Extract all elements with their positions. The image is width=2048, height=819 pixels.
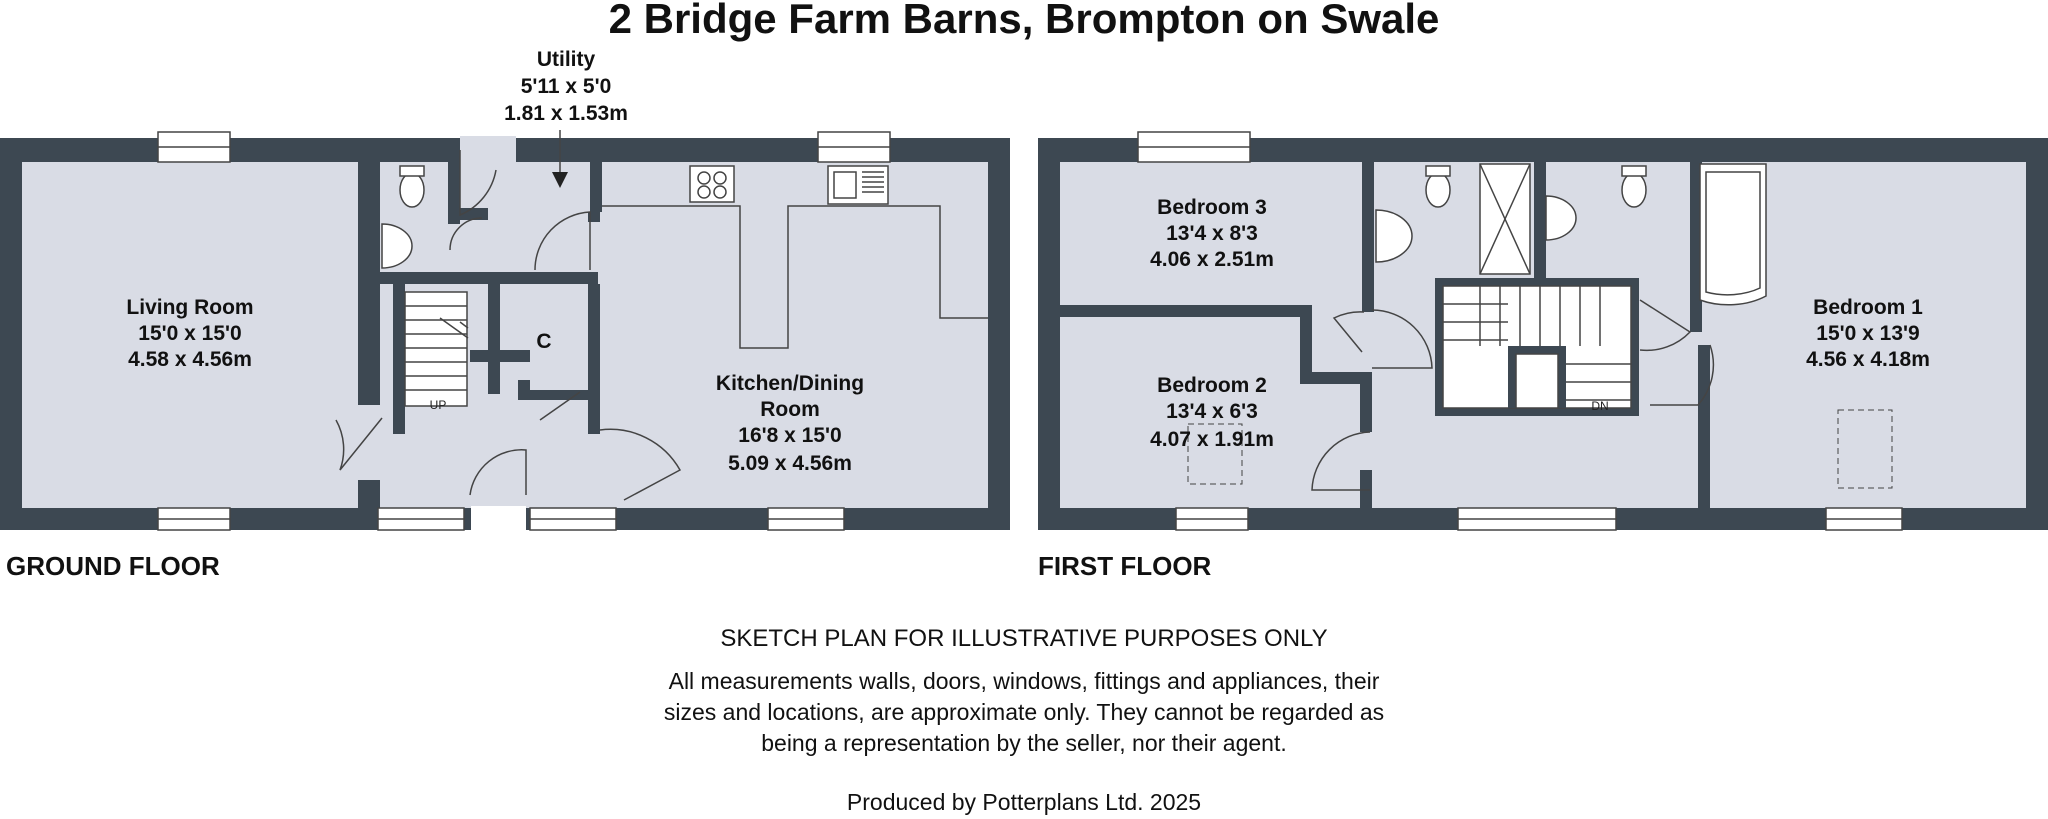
kitchen-metric: 5.09 x 4.56m: [728, 452, 852, 475]
disclaimer-block: [664, 625, 1384, 815]
credit-line: Produced by Potterplans Ltd. 2025: [846, 789, 1202, 815]
disclaimer-line-2: sizes and locations, are approximate only. They cannot be regarded as: [663, 699, 1385, 725]
bedroom-3-name: Bedroom 3: [1157, 196, 1267, 219]
bedroom-3-wall: [1060, 305, 1310, 317]
disclaimer-line-3: being a representation by the seller, nor their agent.: [761, 730, 1287, 756]
first-floor-plan: [1038, 132, 2048, 581]
bedroom-2-metric: 4.07 x 1.91m: [1150, 428, 1274, 451]
bedroom-1-imperial: 15'0 x 13'9: [1816, 322, 1920, 345]
disclaimer-heading: SKETCH PLAN FOR ILLUSTRATIVE PURPOSES ONLY: [720, 625, 1328, 652]
disclaimer-line-1: All measurements walls, doors, windows, fittings and appliances, their: [668, 668, 1380, 694]
living-room-name: Living Room: [126, 296, 254, 319]
kitchen-name-line2: Room: [760, 398, 820, 421]
staircase: [405, 292, 467, 406]
living-room-metric: 4.58 x 4.56m: [128, 348, 252, 371]
utility-name: Utility: [536, 48, 596, 71]
ground-floor-plan: [0, 48, 1010, 581]
toilet: [1622, 173, 1646, 207]
toilet: [400, 173, 424, 207]
kitchen-name-line1: Kitchen/Dining: [715, 372, 865, 395]
cupboard-label: C: [536, 330, 552, 353]
stairs-up-label: UP: [429, 398, 447, 412]
ground-floor-label: GROUND FLOOR: [6, 551, 220, 581]
front-entrance-gap: [471, 506, 526, 532]
toilet: [1426, 173, 1450, 207]
kitchen-imperial: 16'8 x 15'0: [738, 424, 842, 447]
bedroom-3-imperial: 13'4 x 8'3: [1166, 222, 1258, 245]
utility-metric: 1.81 x 1.53m: [504, 102, 628, 125]
bedroom-2-name: Bedroom 2: [1157, 374, 1267, 397]
page-title: 2 Bridge Farm Barns, Brompton on Swale: [608, 0, 1440, 42]
hob: [690, 166, 734, 202]
bedroom-1-name: Bedroom 1: [1813, 296, 1923, 319]
bedroom-3-metric: 4.06 x 2.51m: [1150, 248, 1274, 271]
stair-hall-wall: [380, 272, 598, 284]
first-floor-label: FIRST FLOOR: [1038, 551, 1212, 581]
bath: [1700, 164, 1766, 305]
utility-door-gap: [460, 136, 516, 164]
stairs-down-label: DN: [1591, 399, 1609, 413]
bedroom-1-metric: 4.56 x 4.18m: [1806, 348, 1930, 371]
bedroom-2-imperial: 13'4 x 6'3: [1166, 400, 1258, 423]
living-room-imperial: 15'0 x 15'0: [138, 322, 242, 345]
utility-imperial: 5'11 x 5'0: [520, 75, 612, 98]
